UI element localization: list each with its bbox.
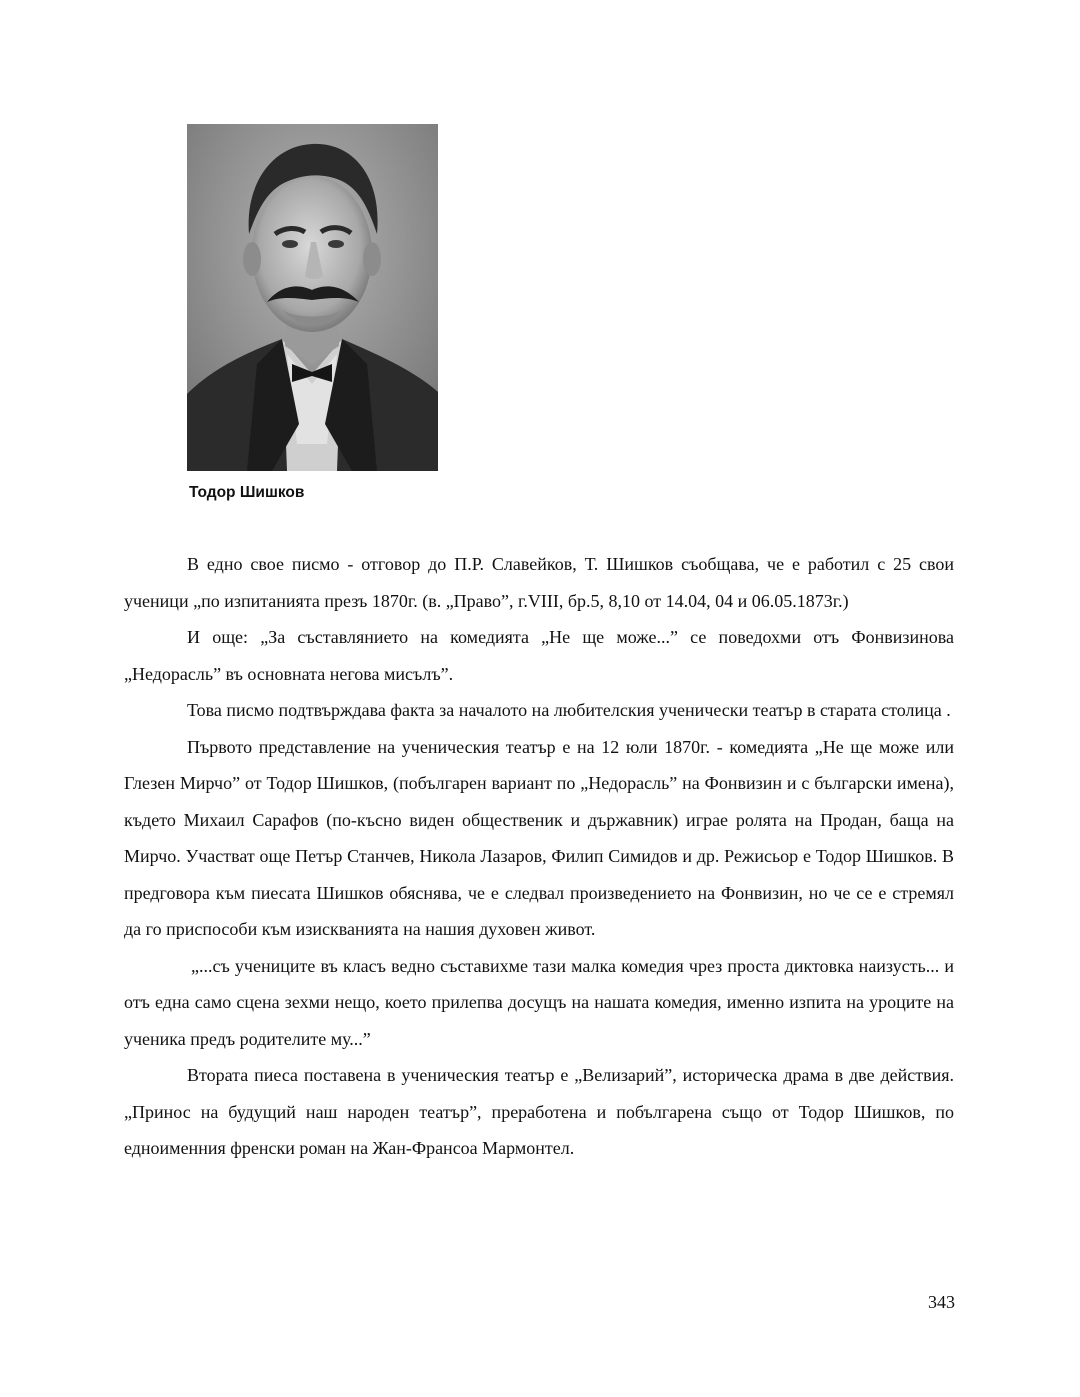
page-number: 343: [928, 1292, 955, 1312]
portrait-photo: [187, 124, 438, 471]
paragraph: Втората пиеса поставена в ученическия театър е „Велизарий”, историческа драма в две действия. „Принос на будущий наш народен театър”, преработена и побългарена също от Тодор Шишков, по едноименния френски роман на Жан-Франсоа Мармонтел.: [124, 1065, 954, 1158]
paragraph: В едно свое писмо - отговор до П.Р. Славейков, Т. Шишков съобщава, че е работил с 25 свои ученици „по изпитанията презъ 1870г. (в. „Право”, г.VIII, бр.5, 8,10 от 14.04, 04 и 06.05.1873г.): [124, 554, 954, 611]
body-text: [124, 546, 954, 1167]
quote-paragraph: „...съ учениците въ класъ ведно съставихме тази малка комедия чрез проста диктовка наизусть... и отъ една само сцена зехми нещо, което прилепва досущъ на нашата комедия, именно изпита на уроците на ученика предъ родителите му...”: [124, 955, 954, 1049]
paragraph: И още: „За съставлянието на комедията „Не ще може...” се поведохми отъ Фонвизинова „Недорасль” въ основната негова мисълъ”.: [124, 627, 954, 684]
paragraph: Първото представление на ученическия театър е на 12 юли 1870г. - комедията „Не ще може или Глезен Мирчо” от Тодор Шишков, (побългарен вариант по „Недорасль” на Фонвизин и с български имена), където Михаил Сарафов (по-късно виден общественик и държавник) играе ролята на Продан, баща на Мирчо. Участват още Петър Станчев, Никола Лазаров, Филип Симидов и др. Режисьор е Тодор Шишков. В предговора към пиесата Шишков обяснява, че е следвал произведението на Фонвизин, но че се е стремял да го приспособи към изискванията на нашия духовен живот.: [124, 736, 954, 939]
photo-caption: Тодор Шишков: [189, 484, 305, 501]
paragraph: Това писмо подтвърждава факта за началото на любителския ученически театър в старата столица .: [187, 700, 951, 720]
